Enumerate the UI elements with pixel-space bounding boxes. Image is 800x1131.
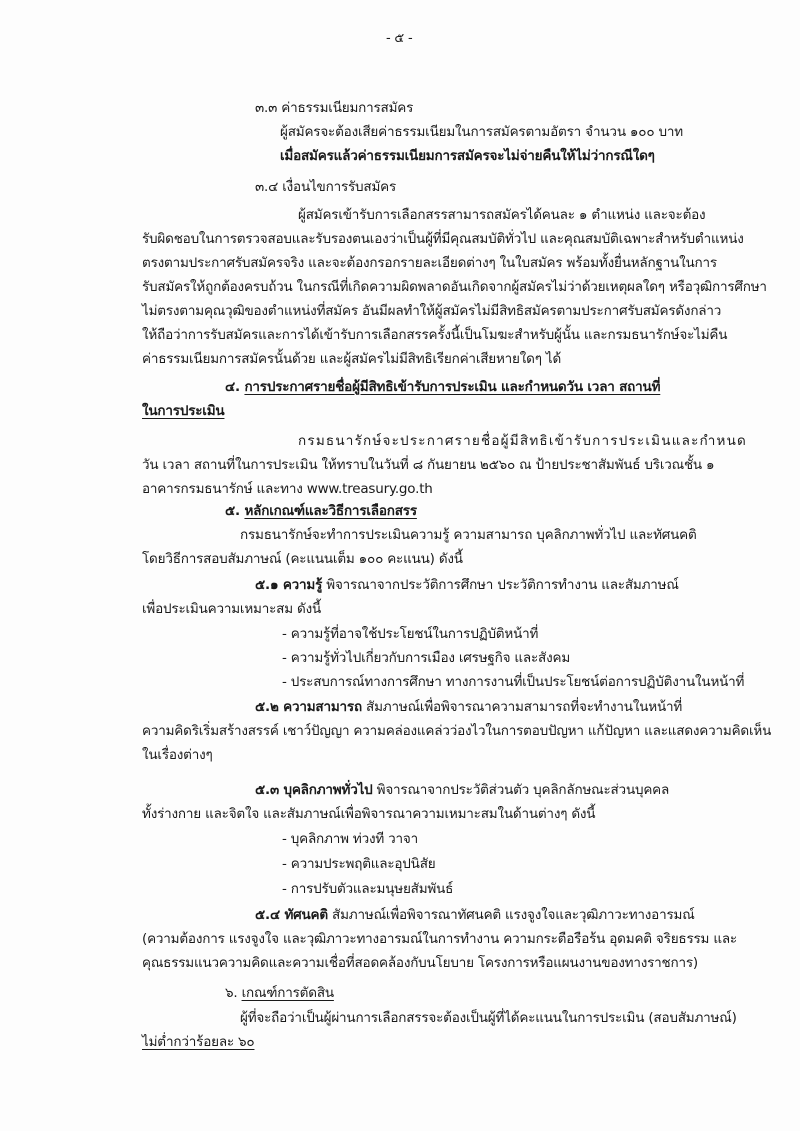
section-3-4-line: ผู้สมัครเข้ารับการเลือกสรรสามารถสมัครได้คนละ ๑ ตำแหน่ง และจะต้อง	[298, 207, 706, 223]
section-5-2-line: ในเรื่องต่างๆ	[142, 747, 213, 763]
section-3-3-line-bold: เมื่อสมัครแล้วค่าธรรมเนียมการสมัครจะไม่จ่ายคืนให้ไม่ว่ากรณีใดๆ	[280, 148, 655, 164]
section-5-number: ๕.	[225, 503, 240, 519]
section-5-4-line: (ความต้องการ แรงจูงใจ และวุฒิภาวะทางอารมณ์ในการทำงาน ความกระตือรือร้น อุดมคติ จริยธรรม และ	[142, 931, 737, 947]
section-3-4-line: รับสมัครให้ถูกต้องครบถ้วน ในกรณีที่เกิดความผิดพลาดอันเกิดจากผู้สมัครไม่ว่าด้วยเหตุผลใดๆ หรือวุฒิการศึกษา	[142, 279, 767, 295]
section-5-3-line: ทั้งร่างกาย และจิตใจ และสัมภาษณ์เพื่อพิจารณาความเหมาะสมในด้านต่างๆ ดังนี้	[142, 806, 596, 822]
section-5-line: โดยวิธีการสอบสัมภาษณ์ (คะแนนเต็ม ๑๐๐ คะแนน) ดังนี้	[142, 551, 463, 567]
section-6-heading	[225, 984, 334, 1002]
section-3-4-heading: ๓.๔ เงื่อนไขการรับสมัคร	[255, 179, 397, 195]
section-5-4-line: คุณธรรมแนวความคิดและความเชื่อที่สอดคล้องกับนโยบาย โครงการหรือแผนงานของทางราชการ)	[142, 955, 698, 971]
section-5-1-text: พิจารณาจากประวัติการศึกษา ประวัติการทำงาน และสัมภาษณ์	[322, 577, 679, 593]
section-4-number: ๔.	[225, 379, 240, 395]
section-6-threshold: ไม่ต่ำกว่าร้อยละ ๖๐	[142, 1034, 255, 1050]
section-5-2-line: ความคิดริเริ่มสร้างสรรค์ เชาว์ปัญญา ความคล่องแคล่วว่องไวในการตอบปัญหา แก้ปัญหา และแสดงความคิดเห็น	[142, 723, 772, 739]
list-item: - ความรู้ที่อาจใช้ประโยชน์ในการปฏิบัติหน้าที่	[282, 626, 539, 642]
section-3-4-line: ให้ถือว่าการรับสมัครและการได้เข้ารับการเลือกสรรครั้งนี้เป็นโมฆะสำหรับผู้นั้น และกรมธนารักษ์จะไม่คืน	[142, 327, 728, 343]
section-3-4-line: ค่าธรรมเนียมการสมัครนั้นด้วย และผู้สมัครไม่มีสิทธิเรียกค่าเสียหายใดๆ ได้	[142, 351, 562, 367]
section-5-4-text: สัมภาษณ์เพื่อพิจารณาทัศนคติ แรงจูงใจและวุฒิภาวะทางอารมณ์	[327, 907, 695, 923]
section-4-line: อาคารกรมธนารักษ์ และทาง www.treasury.go.th	[142, 481, 433, 497]
section-3-4-line: รับผิดชอบในการตรวจสอบและรับรองตนเองว่าเป็นผู้ที่มีคุณสมบัติทั่วไป และคุณสมบัติเฉพาะสำหรับตำแหน่ง	[142, 231, 744, 247]
section-4-title: การประกาศรายชื่อผู้มีสิทธิเข้ารับการประเมิน และกำหนดวัน เวลา สถานที่	[244, 379, 661, 395]
section-5-1	[255, 576, 679, 594]
section-5-title: หลักเกณฑ์และวิธีการเลือกสรร	[244, 503, 417, 519]
section-5-1-line: เพื่อประเมินความเหมาะสม ดังนี้	[142, 601, 321, 617]
list-item: - ความประพฤติและอุปนิสัย	[282, 856, 436, 872]
section-4-line: วัน เวลา สถานที่ในการประเมิน ให้ทราบในวันที่ ๘ กันยายน ๒๕๖๐ ณ ป้ายประชาสัมพันธ์ บริเวณชั้น ๑	[142, 457, 715, 473]
section-3-3-heading: ๓.๓ ค่าธรรมเนียมการสมัคร	[255, 100, 414, 116]
list-item: - ความรู้ทั่วไปเกี่ยวกับการเมือง เศรษฐกิจ และสังคม	[282, 650, 571, 666]
section-5-heading	[225, 502, 417, 520]
section-5-4	[255, 906, 695, 924]
section-4-heading	[225, 378, 660, 396]
list-item: - บุคลิกภาพ ท่วงที วาจา	[282, 831, 418, 847]
section-6-number: ๖.	[225, 985, 238, 1001]
list-item: - ประสบการณ์ทางการศึกษา ทางการงานที่เป็นประโยชน์ต่อการปฏิบัติงานในหน้าที่	[282, 674, 745, 690]
section-5-1-label: ๕.๑ ความรู้	[255, 577, 323, 593]
section-3-4-line: ไม่ตรงตามคุณวุฒิของตำแหน่งที่สมัคร อันมีผลทำให้ผู้สมัครไม่มีสิทธิสมัครตามประกาศรับสมัครดังกล่าว	[142, 303, 722, 319]
section-5-line: กรมธนารักษ์จะทำการประเมินความรู้ ความสามารถ บุคลิกภาพทั่วไป และทัศนคติ	[240, 527, 697, 543]
section-3-3-line: ผู้สมัครจะต้องเสียค่าธรรมเนียมในการสมัครตามอัตรา จำนวน ๑๐๐ บาท	[280, 124, 683, 140]
section-5-4-label: ๕.๔ ทัศนคติ	[255, 907, 328, 923]
section-5-2	[255, 698, 682, 716]
section-4-title-cont: ในการประเมิน	[142, 403, 225, 419]
section-5-3	[255, 781, 669, 799]
section-5-3-label: ๕.๓ บุคลิกภาพทั่วไป	[255, 782, 373, 798]
section-5-2-label: ๕.๒ ความสามารถ	[255, 699, 362, 715]
list-item: - การปรับตัวและมนุษยสัมพันธ์	[282, 881, 454, 897]
section-5-3-text: พิจารณาจากประวัติส่วนตัว บุคลิกลักษณะส่วนบุคคล	[372, 782, 670, 798]
page-number: - ๕ -	[386, 31, 413, 46]
section-3-4-line: ตรงตามประกาศรับสมัครจริง และจะต้องกรอกรายละเอียดต่างๆ ในใบสมัคร พร้อมทั้งยื่นหลักฐานในการ	[142, 255, 717, 271]
section-6-title: เกณฑ์การตัดสิน	[241, 985, 334, 1001]
section-4-line: กรมธนารักษ์จะประกาศรายชื่อผู้มีสิทธิเข้ารับการประเมินและกำหนด	[298, 433, 747, 449]
section-5-2-text: สัมภาษณ์เพื่อพิจารณาความสามารถที่จะทำงานในหน้าที่	[361, 699, 683, 715]
section-6-line: ผู้ที่จะถือว่าเป็นผู้ผ่านการเลือกสรรจะต้องเป็นผู้ที่ได้คะแนนในการประเมิน (สอบสัมภาษณ์)	[240, 1010, 737, 1026]
